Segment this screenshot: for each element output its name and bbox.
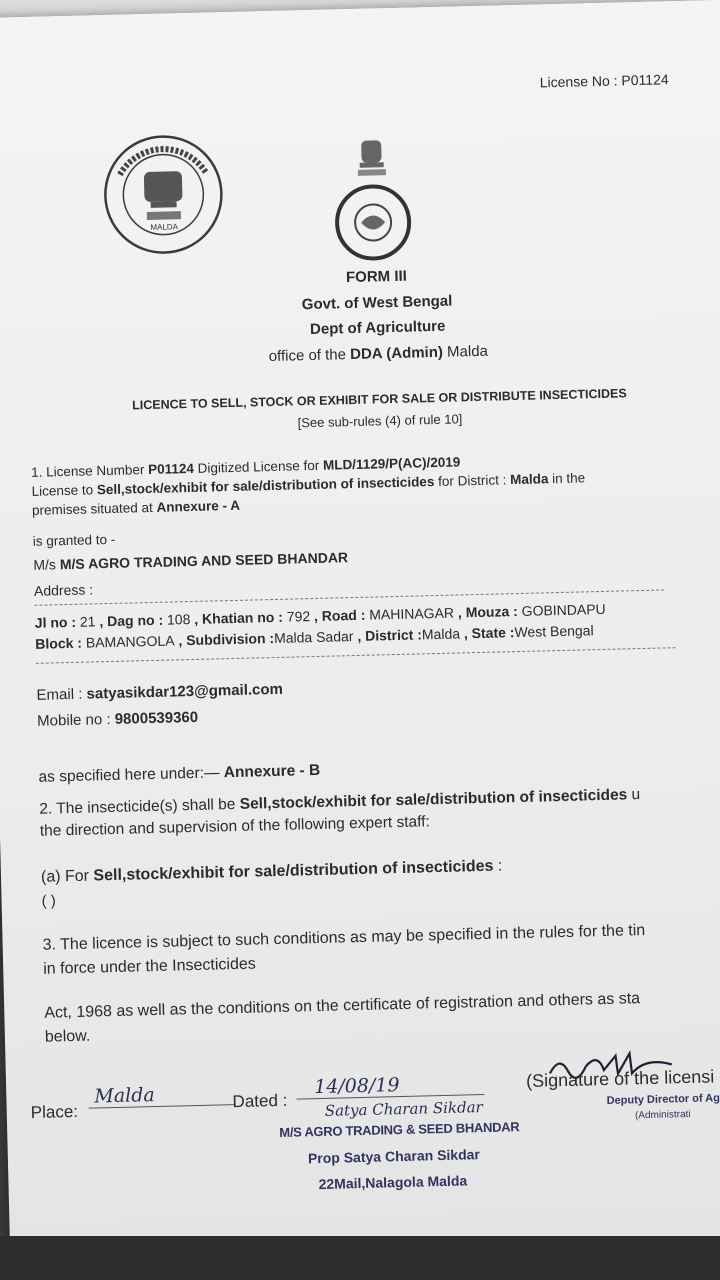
desk-surface bbox=[0, 1236, 720, 1280]
office-name: office of the DDA (Admin) Malda bbox=[268, 342, 489, 366]
address-line1: Jl no : 21 , Dag no : 108 , Khatian no : 792 , Road : MAHINAGAR , Mouza : GOBINDAPU bbox=[34, 600, 606, 631]
dda-malda-seal bbox=[101, 132, 226, 257]
annexure-b-line: as specified here under:— Annexure - B bbox=[38, 761, 321, 786]
item3-line1: 3. The licence is subject to such conditions as may be specified in the rules for the tin bbox=[42, 922, 646, 954]
holder-signature: Satya Charan Sikdar bbox=[324, 1098, 483, 1120]
licensee-name: M/s M/S AGRO TRADING AND SEED BHANDAR bbox=[33, 549, 349, 573]
official-stamp-line2: (Administrati bbox=[634, 1108, 691, 1122]
firm-stamp-line3: 22Mail,Nalagola Malda bbox=[318, 1172, 468, 1193]
firm-stamp-line1: M/S AGRO TRADING & SEED BHANDAR bbox=[279, 1119, 520, 1141]
place-label: Place: bbox=[30, 1101, 79, 1123]
item2-line2: the direction and supervision of the following expert staff: bbox=[39, 813, 431, 840]
address-divider-bottom bbox=[36, 647, 676, 664]
official-stamp-line1: Deputy Director of Ag bbox=[606, 1092, 720, 1108]
item1-line3: premises situated at Annexure - A bbox=[31, 497, 241, 518]
act-line1: Act, 1968 as well as the conditions on the certificate of registration and others as sta bbox=[44, 990, 641, 1022]
licence-heading: LICENCE TO SELL, STOCK OR EXHIBIT FOR SALE OR DISTRIBUTE INSECTICIDES bbox=[131, 386, 627, 413]
sub-rules: [See sub-rules (4) of rule 10] bbox=[297, 411, 463, 431]
item2a-line: (a) For Sell,stock/exhibit for sale/distribution of insecticides : bbox=[40, 857, 503, 886]
dated-label: Dated : bbox=[232, 1090, 288, 1112]
item2a-paren: ( ) bbox=[41, 892, 56, 910]
national-emblem-icon bbox=[353, 136, 390, 181]
form-title: FORM III bbox=[345, 267, 408, 287]
item1-line1: 1. License Number P01124 Digitized License for MLD/1129/P(AC)/2019 bbox=[30, 454, 461, 480]
address-label: Address : bbox=[33, 581, 94, 599]
govt-name: Govt. of West Bengal bbox=[301, 292, 453, 314]
item2-line1: 2. The insecticide(s) shall be Sell,stock/exhibit for sale/distribution of insecticides u bbox=[39, 786, 641, 818]
mobile-line: Mobile no : 9800539360 bbox=[36, 708, 199, 730]
dated-value: 14/08/19 bbox=[296, 1072, 485, 1100]
item3-line2: in force under the Insecticides bbox=[43, 955, 256, 978]
dept-name: Dept of Agriculture bbox=[309, 317, 446, 339]
signature-label: (Signature of the licensi bbox=[525, 1066, 715, 1091]
west-bengal-logo-icon bbox=[332, 181, 414, 263]
license-number-top: License No : P01124 bbox=[539, 71, 669, 91]
firm-stamp-line2: Prop Satya Charan Sikdar bbox=[307, 1146, 481, 1167]
seal-center-text: MALDA bbox=[150, 222, 179, 232]
act-line2: below. bbox=[44, 1027, 91, 1046]
address-line2: Block : BAMANGOLA , Subdivision :Malda Sadar , District :Malda , State :West Bengal bbox=[35, 622, 594, 652]
item1-line2: License to Sell,stock/exhibit for sale/distribution of insecticides for District : Malda in the bbox=[31, 470, 586, 499]
place-value: Malda bbox=[88, 1082, 235, 1109]
email-line: Email : satyasikdar123@gmail.com bbox=[36, 680, 284, 704]
granted-to: is granted to - bbox=[32, 531, 116, 549]
